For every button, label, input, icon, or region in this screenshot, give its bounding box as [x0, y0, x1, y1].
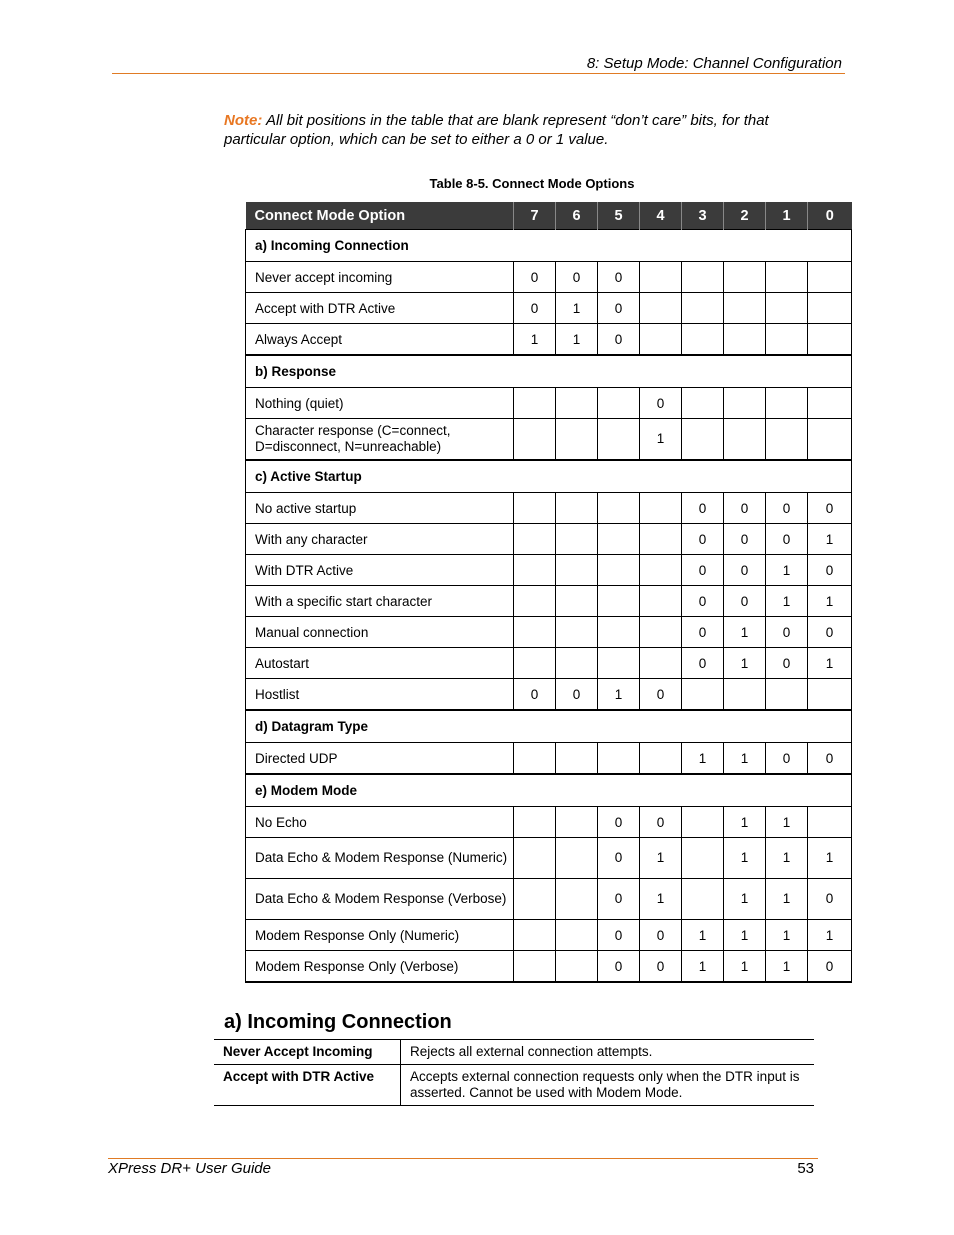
option-label: With any character — [246, 524, 514, 555]
definition-description: Accepts external connection requests only when the DTR input is asserted. Cannot be used with Modem Mode. — [401, 1065, 815, 1106]
option-label: Hostlist — [246, 679, 514, 711]
bit-cell — [514, 920, 556, 951]
section-row — [246, 774, 852, 807]
column-header-option: Connect Mode Option — [246, 202, 514, 230]
option-label: Manual connection — [246, 617, 514, 648]
bit-cell: 0 — [808, 951, 852, 983]
bit-cell — [808, 262, 852, 293]
bit-cell — [556, 743, 598, 775]
bit-cell: 1 — [724, 807, 766, 838]
bit-cell: 1 — [766, 807, 808, 838]
bit-cell: 0 — [598, 324, 640, 356]
bit-cell — [682, 419, 724, 461]
bit-cell — [556, 493, 598, 524]
bit-cell — [514, 879, 556, 920]
bit-cell: 0 — [514, 679, 556, 711]
bit-cell — [640, 648, 682, 679]
option-label: No active startup — [246, 493, 514, 524]
option-label: Never accept incoming — [246, 262, 514, 293]
bit-cell: 0 — [598, 838, 640, 879]
table-body — [246, 230, 852, 983]
column-header-bit: 4 — [640, 202, 682, 230]
bit-cell: 0 — [682, 524, 724, 555]
option-label: Modem Response Only (Verbose) — [246, 951, 514, 983]
section-title: a) Incoming Connection — [246, 230, 852, 262]
bit-cell — [556, 951, 598, 983]
bit-cell — [514, 586, 556, 617]
bit-cell — [766, 679, 808, 711]
bit-cell — [682, 262, 724, 293]
section-row — [246, 710, 852, 743]
bit-cell — [598, 419, 640, 461]
bit-cell: 1 — [808, 838, 852, 879]
table-row — [246, 679, 852, 711]
bit-cell: 0 — [682, 617, 724, 648]
bit-cell: 1 — [766, 586, 808, 617]
bit-cell — [724, 293, 766, 324]
section-row — [246, 230, 852, 262]
bit-cell: 0 — [682, 555, 724, 586]
table-row — [246, 555, 852, 586]
option-label: Modem Response Only (Numeric) — [246, 920, 514, 951]
bit-cell — [808, 293, 852, 324]
subsection-heading: a) Incoming Connection — [224, 1011, 452, 1033]
bit-cell — [556, 879, 598, 920]
column-header-bit: 2 — [724, 202, 766, 230]
section-row — [246, 460, 852, 493]
table-row — [246, 807, 852, 838]
column-header-bit: 6 — [556, 202, 598, 230]
bit-cell — [556, 555, 598, 586]
bit-cell — [514, 493, 556, 524]
bit-cell: 1 — [808, 648, 852, 679]
bit-cell: 0 — [640, 388, 682, 419]
note-label: Note: — [224, 112, 263, 129]
table-row — [246, 743, 852, 775]
bit-cell — [766, 388, 808, 419]
bit-cell: 1 — [598, 679, 640, 711]
running-header: 8: Setup Mode: Channel Configuration — [586, 55, 842, 72]
bit-cell: 1 — [724, 879, 766, 920]
option-label: Data Echo & Modem Response (Verbose) — [246, 879, 514, 920]
column-header-bit: 1 — [766, 202, 808, 230]
table-row — [246, 388, 852, 419]
option-label: Directed UDP — [246, 743, 514, 775]
bit-cell — [598, 524, 640, 555]
bit-cell: 0 — [766, 524, 808, 555]
bit-cell — [724, 419, 766, 461]
bit-cell: 1 — [724, 743, 766, 775]
bit-cell: 0 — [640, 679, 682, 711]
bit-cell — [808, 419, 852, 461]
bit-cell — [556, 920, 598, 951]
bit-cell — [514, 951, 556, 983]
bit-cell: 1 — [766, 920, 808, 951]
bit-cell — [556, 648, 598, 679]
option-label: Autostart — [246, 648, 514, 679]
bit-cell — [514, 838, 556, 879]
option-label: Data Echo & Modem Response (Numeric) — [246, 838, 514, 879]
bit-cell: 1 — [724, 648, 766, 679]
bit-cell: 0 — [640, 807, 682, 838]
bit-cell: 0 — [682, 493, 724, 524]
bit-cell: 1 — [724, 617, 766, 648]
table-row — [246, 324, 852, 356]
bit-cell — [640, 262, 682, 293]
table-header-row — [246, 202, 852, 230]
bit-cell — [682, 324, 724, 356]
table-row — [246, 838, 852, 879]
bit-cell — [598, 388, 640, 419]
option-label: Accept with DTR Active — [246, 293, 514, 324]
bit-cell: 1 — [724, 838, 766, 879]
bit-cell: 0 — [724, 493, 766, 524]
bit-cell — [514, 648, 556, 679]
bit-cell: 0 — [766, 493, 808, 524]
bit-cell — [640, 324, 682, 356]
section-title: b) Response — [246, 355, 852, 388]
bit-cell: 0 — [808, 743, 852, 775]
bit-cell — [724, 262, 766, 293]
bit-cell: 1 — [808, 920, 852, 951]
definition-term: Never Accept Incoming — [214, 1040, 401, 1065]
bit-cell: 0 — [724, 555, 766, 586]
definitions-body — [214, 1040, 814, 1106]
option-label: Nothing (quiet) — [246, 388, 514, 419]
bit-cell: 1 — [766, 879, 808, 920]
bit-cell: 0 — [598, 807, 640, 838]
connect-mode-options-table — [245, 202, 852, 983]
bit-cell — [598, 586, 640, 617]
table-row — [246, 951, 852, 983]
bit-cell — [682, 838, 724, 879]
table-row — [246, 293, 852, 324]
bit-cell — [514, 555, 556, 586]
bit-cell — [598, 617, 640, 648]
bit-cell: 0 — [724, 586, 766, 617]
bit-cell: 0 — [682, 586, 724, 617]
bit-cell — [766, 262, 808, 293]
bit-cell — [640, 586, 682, 617]
bit-cell — [514, 743, 556, 775]
bit-cell — [556, 617, 598, 648]
bit-cell: 0 — [514, 293, 556, 324]
bit-cell: 1 — [640, 838, 682, 879]
option-label: No Echo — [246, 807, 514, 838]
bit-cell: 1 — [724, 951, 766, 983]
bit-cell — [640, 617, 682, 648]
section-title: d) Datagram Type — [246, 710, 852, 743]
column-header-bit: 0 — [808, 202, 852, 230]
page-number: 53 — [797, 1160, 814, 1177]
table-row — [246, 648, 852, 679]
note-text: All bit positions in the table that are blank represent “don’t care” bits, for that particular option, which can be set to either a 0 or 1 value. — [224, 112, 769, 148]
bit-cell — [682, 679, 724, 711]
bit-cell — [682, 293, 724, 324]
bit-cell — [808, 388, 852, 419]
bit-cell: 0 — [766, 648, 808, 679]
bit-cell — [682, 879, 724, 920]
bit-cell: 1 — [682, 951, 724, 983]
table-row — [246, 920, 852, 951]
bit-cell — [766, 324, 808, 356]
bit-cell — [556, 807, 598, 838]
bit-cell: 1 — [556, 293, 598, 324]
bit-cell — [724, 324, 766, 356]
definition-description: Rejects all external connection attempts. — [401, 1040, 815, 1065]
definitions-table — [214, 1039, 814, 1106]
bit-cell: 0 — [808, 555, 852, 586]
footer-title: XPress DR+ User Guide — [108, 1160, 271, 1177]
option-label: Always Accept — [246, 324, 514, 356]
table-caption: Table 8-5. Connect Mode Options — [429, 176, 635, 191]
bit-cell: 0 — [808, 493, 852, 524]
bit-cell: 1 — [766, 555, 808, 586]
bit-cell: 0 — [640, 920, 682, 951]
table-row — [246, 262, 852, 293]
bit-cell — [556, 388, 598, 419]
bit-cell — [640, 743, 682, 775]
bit-cell — [598, 648, 640, 679]
bit-cell — [556, 524, 598, 555]
definition-row — [214, 1040, 814, 1065]
bit-cell: 1 — [682, 920, 724, 951]
bit-cell — [514, 524, 556, 555]
bit-cell: 0 — [514, 262, 556, 293]
bit-cell: 1 — [808, 586, 852, 617]
option-label: With DTR Active — [246, 555, 514, 586]
bit-cell — [556, 838, 598, 879]
bit-cell — [682, 388, 724, 419]
bit-cell: 0 — [556, 679, 598, 711]
bit-cell: 0 — [640, 951, 682, 983]
bit-cell: 0 — [598, 879, 640, 920]
table-row — [246, 493, 852, 524]
table-row — [246, 617, 852, 648]
bit-cell — [556, 419, 598, 461]
bit-cell: 0 — [724, 524, 766, 555]
bit-cell: 0 — [808, 879, 852, 920]
bit-cell: 1 — [514, 324, 556, 356]
table-row — [246, 586, 852, 617]
bit-cell — [808, 324, 852, 356]
bit-cell — [556, 586, 598, 617]
bit-cell: 0 — [598, 293, 640, 324]
section-title: c) Active Startup — [246, 460, 852, 493]
bit-cell: 0 — [682, 648, 724, 679]
bit-cell — [766, 293, 808, 324]
bit-cell — [766, 419, 808, 461]
bit-cell: 1 — [682, 743, 724, 775]
footer-rule — [108, 1158, 818, 1159]
bit-cell — [598, 555, 640, 586]
definition-row — [214, 1065, 814, 1106]
section-row — [246, 355, 852, 388]
bit-cell — [682, 807, 724, 838]
bit-cell — [724, 388, 766, 419]
bit-cell — [514, 807, 556, 838]
option-label: Character response (C=connect, D=disconnect, N=unreachable) — [246, 419, 514, 461]
bit-cell: 1 — [556, 324, 598, 356]
definition-term: Accept with DTR Active — [214, 1065, 401, 1106]
bit-cell — [514, 388, 556, 419]
table-row — [246, 419, 852, 461]
bit-cell — [724, 679, 766, 711]
table-row — [246, 879, 852, 920]
column-header-bit: 7 — [514, 202, 556, 230]
option-label: With a specific start character — [246, 586, 514, 617]
bit-cell — [808, 807, 852, 838]
column-header-bit: 3 — [682, 202, 724, 230]
bit-cell: 0 — [598, 951, 640, 983]
bit-cell: 1 — [640, 879, 682, 920]
column-header-bit: 5 — [598, 202, 640, 230]
bit-cell: 0 — [766, 617, 808, 648]
bit-cell: 1 — [766, 951, 808, 983]
bit-cell — [598, 493, 640, 524]
bit-cell — [640, 524, 682, 555]
bit-cell — [808, 679, 852, 711]
bit-cell: 0 — [766, 743, 808, 775]
bit-cell — [514, 617, 556, 648]
table-row — [246, 524, 852, 555]
bit-cell: 0 — [598, 262, 640, 293]
bit-cell: 1 — [640, 419, 682, 461]
section-title: e) Modem Mode — [246, 774, 852, 807]
bit-cell — [640, 555, 682, 586]
bit-cell: 1 — [808, 524, 852, 555]
bit-cell — [640, 493, 682, 524]
header-rule — [112, 73, 845, 74]
bit-cell: 1 — [724, 920, 766, 951]
note-paragraph — [224, 111, 784, 149]
bit-cell: 0 — [598, 920, 640, 951]
bit-cell — [598, 743, 640, 775]
bit-cell — [514, 419, 556, 461]
bit-cell: 1 — [766, 838, 808, 879]
bit-cell: 0 — [556, 262, 598, 293]
bit-cell: 0 — [808, 617, 852, 648]
bit-cell — [640, 293, 682, 324]
